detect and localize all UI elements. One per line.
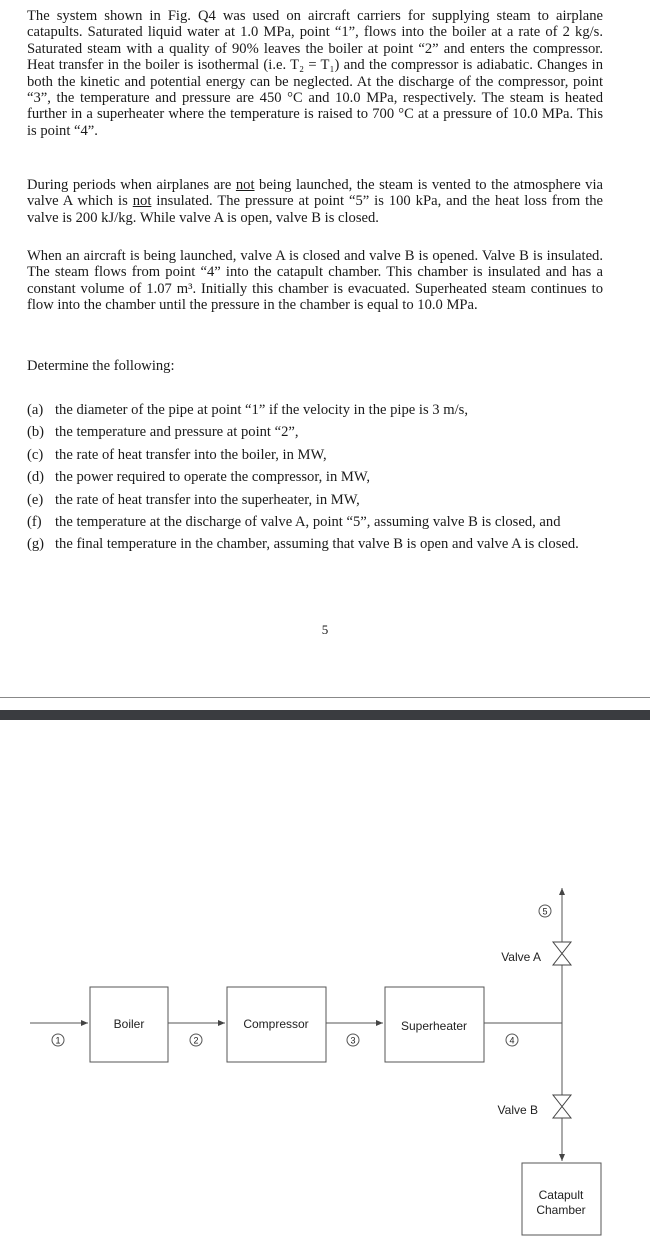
svg-text:5: 5: [542, 906, 548, 917]
question-item-a: [27, 402, 607, 418]
item-text: the final temperature in the chamber, assuming that valve B is open and valve A is closed.: [55, 536, 579, 553]
chamber-label-line1: Catapult: [538, 1188, 584, 1202]
item-label: (b): [27, 424, 45, 441]
para2-part-c: insulated. The pressure at point “5” is 100 kPa, and the heat loss from the valve is 200 kJ/kg. While valve A is open, valve B is closed.: [27, 193, 603, 226]
item-label: (f): [27, 514, 42, 531]
item-label: (d): [27, 469, 45, 486]
para2-part-b: being launched, the steam is vented to the atmosphere via valve A which is: [27, 177, 603, 210]
item-text: the temperature at the discharge of valve A, point “5”, assuming valve B is closed, and: [55, 514, 561, 531]
problem-paragraph-3: When an aircraft is being launched, valve A is closed and valve B is opened. Valve B is insulated. The steam flows from point “4” into the catapult chamber. This chamber is insulated and has a constant volume of 1.07 m³. Initially this chamber is evacuated. Superheated steam continues to flow into the chamber until the pressure in the chamber is equal to 10.0 MPa.: [27, 248, 603, 314]
svg-text:1: 1: [55, 1035, 61, 1046]
problem-paragraph-1: The system shown in Fig. Q4 was used on aircraft carriers for supplying steam to airplane catapults. Saturated liquid water at 1.0 MPa, point “1”, flows into the boiler at a rate of 2 kg/s. Saturated steam with a quality of 90% leaves the boiler at point “2” and enters the compressor. Heat transfer in the boiler is isothermal (i.e. T₂ = T₁) and the compressor is adiabatic. Changes in both the kinetic and potential energy can be neglected. At the discharge of the compressor, point “3”, the temperature and pressure are 450 °C and 10.0 MPa, respectively. The steam is heated further in a superheater where the temperature is raised to 700 °C at a pressure of 10.0 MPa. This is point “4”.: [27, 8, 603, 139]
question-item-d: [27, 469, 607, 485]
boiler-label: Boiler: [113, 1017, 145, 1031]
para2-underline-not: not: [235, 177, 255, 193]
system-diagram: [0, 720, 650, 1237]
item-label: (e): [27, 491, 44, 508]
para2-underline-not-2: not: [132, 193, 152, 210]
valve-b-label: Valve B: [497, 1103, 538, 1117]
point-4-marker: [506, 1034, 518, 1046]
question-intro: Determine the following:: [27, 358, 175, 374]
item-label: (g): [27, 536, 45, 553]
question-item-f: [27, 514, 607, 530]
valve-a-symbol: [553, 942, 571, 965]
item-label: (c): [27, 446, 44, 463]
item-text: the rate of heat transfer into the superheater, in MW,: [55, 491, 360, 508]
question-item-g: [27, 536, 607, 552]
question-item-c: [27, 447, 607, 463]
para2-part-a: During periods when airplanes are: [27, 177, 236, 193]
point-5-marker: [539, 905, 551, 917]
svg-text:3: 3: [350, 1035, 356, 1046]
valve-b-symbol: [553, 1095, 571, 1118]
item-text: the power required to operate the compressor, in MW,: [55, 469, 370, 486]
point-1-marker: [52, 1034, 64, 1046]
question-list: [27, 402, 607, 553]
item-text: the temperature and pressure at point “2”,: [55, 424, 299, 441]
valve-a-label: Valve A: [501, 950, 541, 964]
svg-text:2: 2: [193, 1035, 199, 1046]
problem-paragraph-2: [27, 177, 603, 226]
point-3-marker: [347, 1034, 359, 1046]
item-text: the rate of heat transfer into the boiler, in MW,: [55, 446, 327, 463]
svg-text:4: 4: [509, 1035, 515, 1046]
question-item-b: [27, 424, 607, 440]
superheater-label: Superheater: [400, 1019, 468, 1033]
point-2-marker: [190, 1034, 202, 1046]
item-label: (a): [27, 402, 44, 418]
page-divider-band: [0, 710, 650, 720]
question-item-e: [27, 492, 607, 508]
chamber-label-line2: Chamber: [536, 1203, 586, 1217]
item-text: the diameter of the pipe at point “1” if the velocity in the pipe is 3 m/s,: [55, 402, 468, 418]
band-gap: [0, 700, 650, 710]
compressor-label: Compressor: [243, 1017, 309, 1031]
page-separator: [0, 697, 650, 698]
page-number: 5: [321, 622, 329, 637]
